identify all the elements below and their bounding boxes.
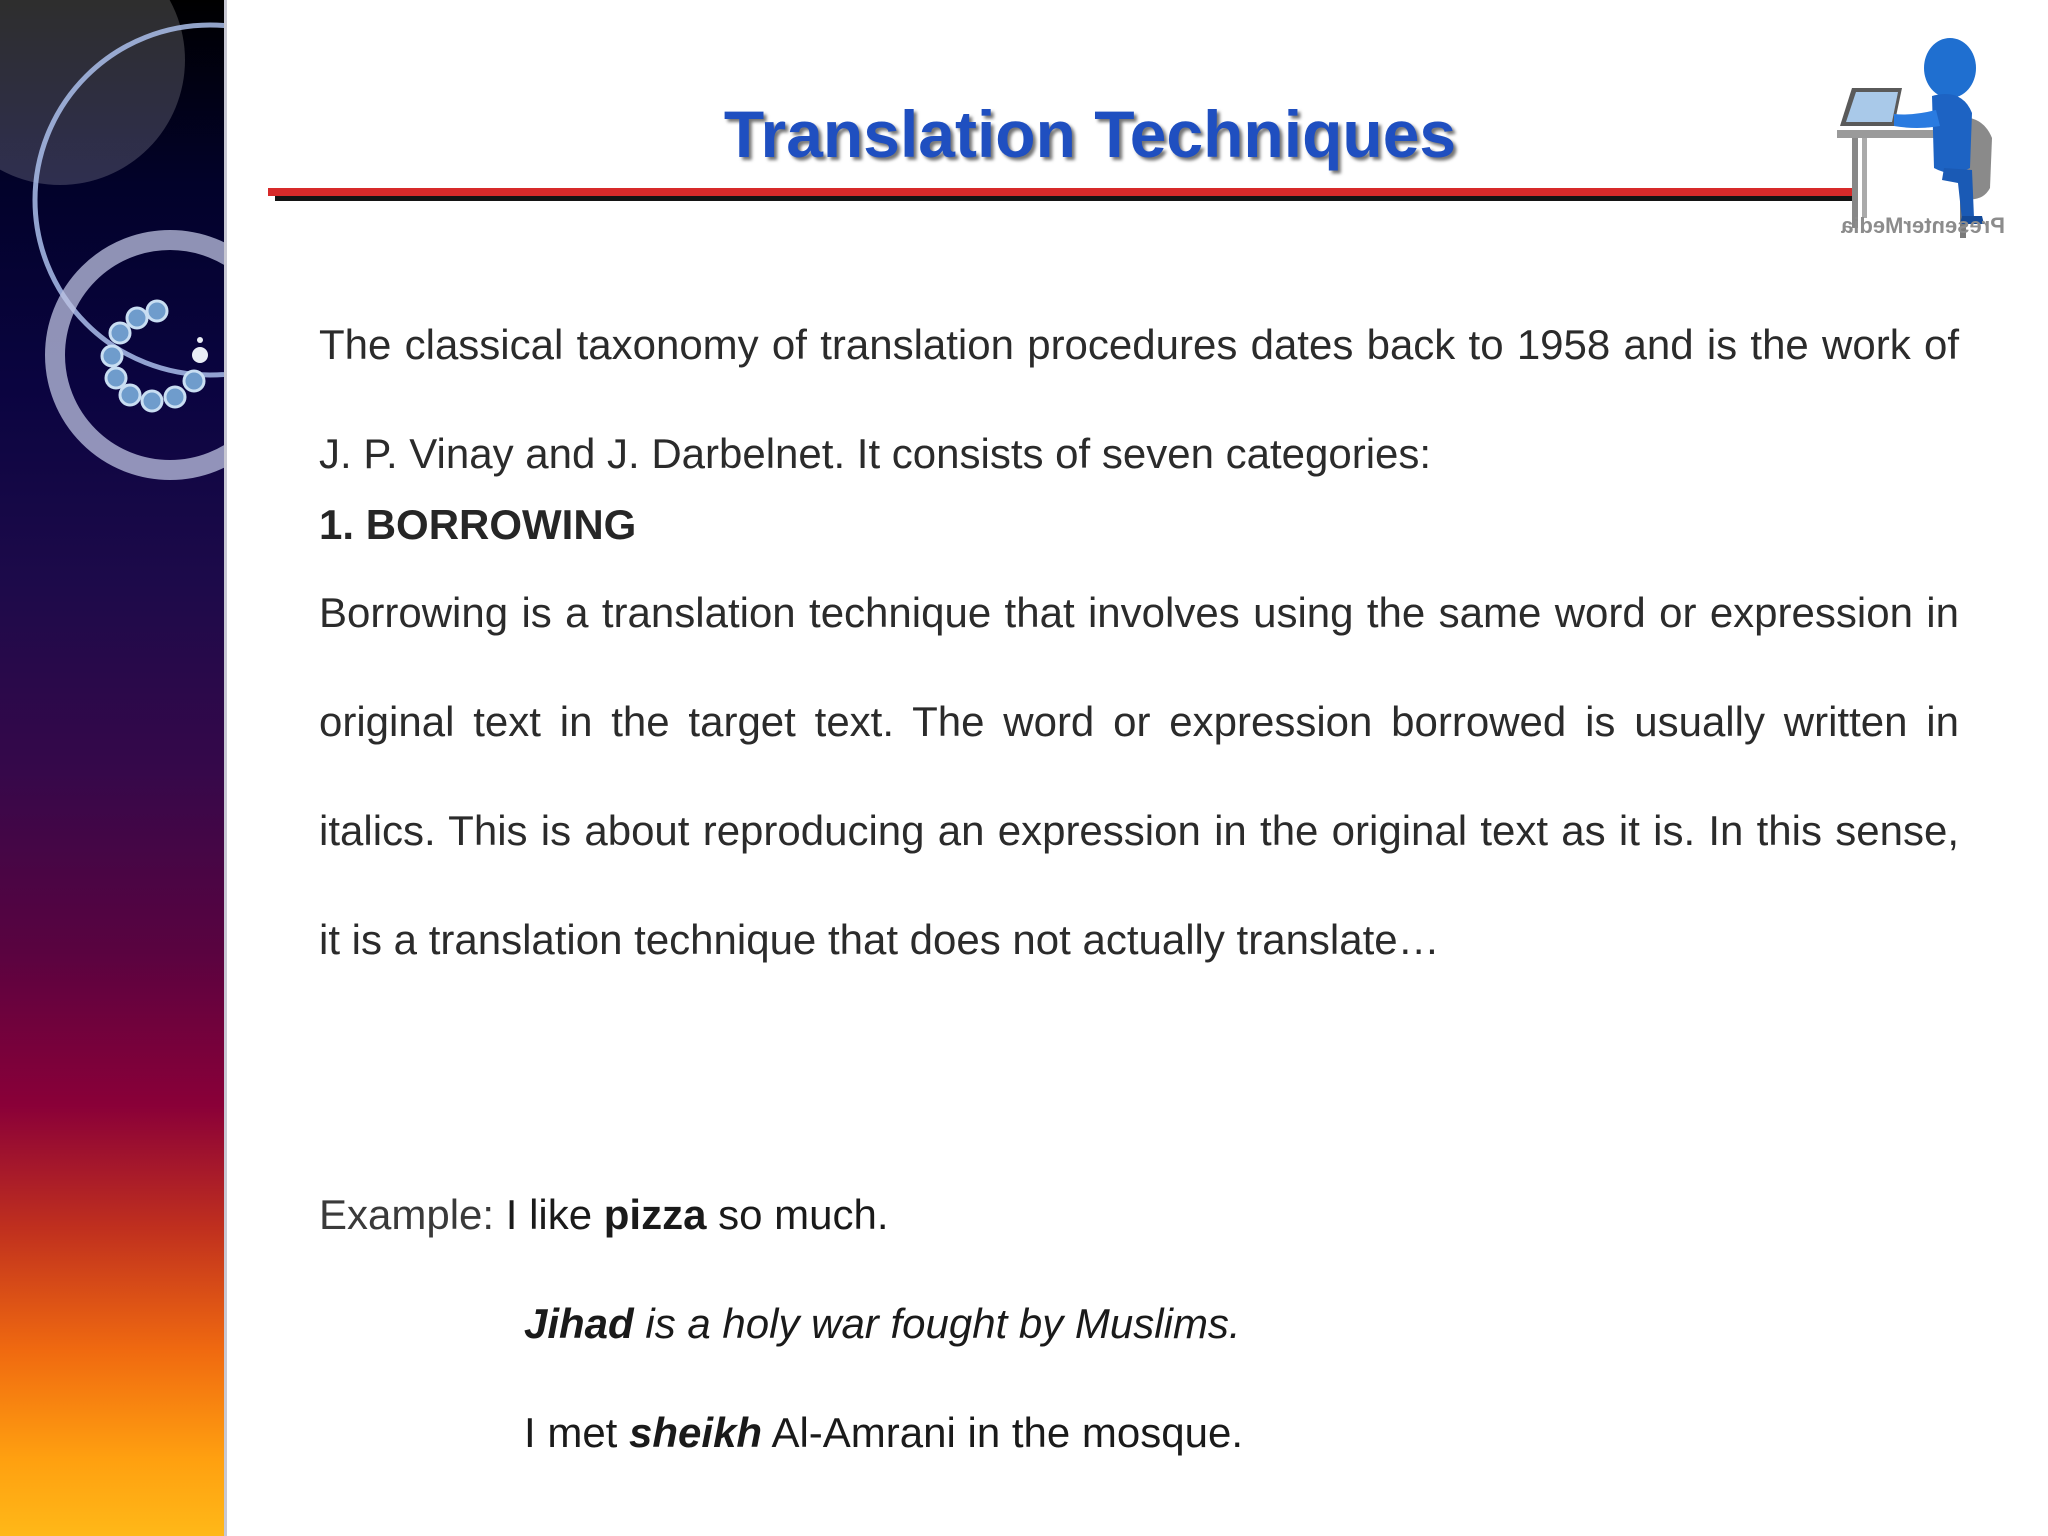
logo-text: PresenterMedia: [1841, 213, 2005, 238]
example-2-borrowed-word: Jihad: [524, 1300, 634, 1347]
intro-paragraph: The classical taxonomy of translation procedures dates back to 1958 and is the work of J. P. Vinay and J. Darbelnet. It consists of seven categories:: [319, 321, 1959, 477]
example-label: Example:: [319, 1191, 495, 1238]
examples-block: [319, 1185, 2019, 1512]
beaded-ring-icon: [0, 0, 227, 1536]
example-2-post: is a holy war fought by Muslims.: [645, 1300, 1241, 1347]
example-3-post: Al-Amrani in the mosque.: [771, 1409, 1243, 1456]
borrowing-paragraph: Borrowing is a translation technique that involves using the same word or expression in original text in the target text. The word or expression borrowed is usually written in italics. This is about reproducing an expression in the original text as it is. In this sense, it is a translation technique that does not actually translate…: [319, 589, 1959, 963]
presenter-at-laptop-icon: [1832, 18, 2012, 242]
slide-body: [319, 290, 1959, 994]
example-line-1: [319, 1185, 2019, 1294]
example-line-2: [319, 1294, 2019, 1403]
example-3-pre: I met: [524, 1409, 618, 1456]
title-underline-black: [275, 196, 1858, 201]
example-1-borrowed-word: pizza: [603, 1191, 707, 1238]
side-decoration-band: [0, 0, 227, 1536]
section-heading: 1. BORROWING: [319, 501, 637, 548]
slide-title: Translation Techniques: [723, 97, 1457, 171]
example-1-pre: I like: [505, 1191, 593, 1238]
example-1-post: so much.: [718, 1191, 889, 1238]
example-3-borrowed-word: sheikh: [629, 1409, 763, 1456]
title-underline-red: [268, 188, 1858, 196]
example-line-3: [319, 1403, 2019, 1512]
